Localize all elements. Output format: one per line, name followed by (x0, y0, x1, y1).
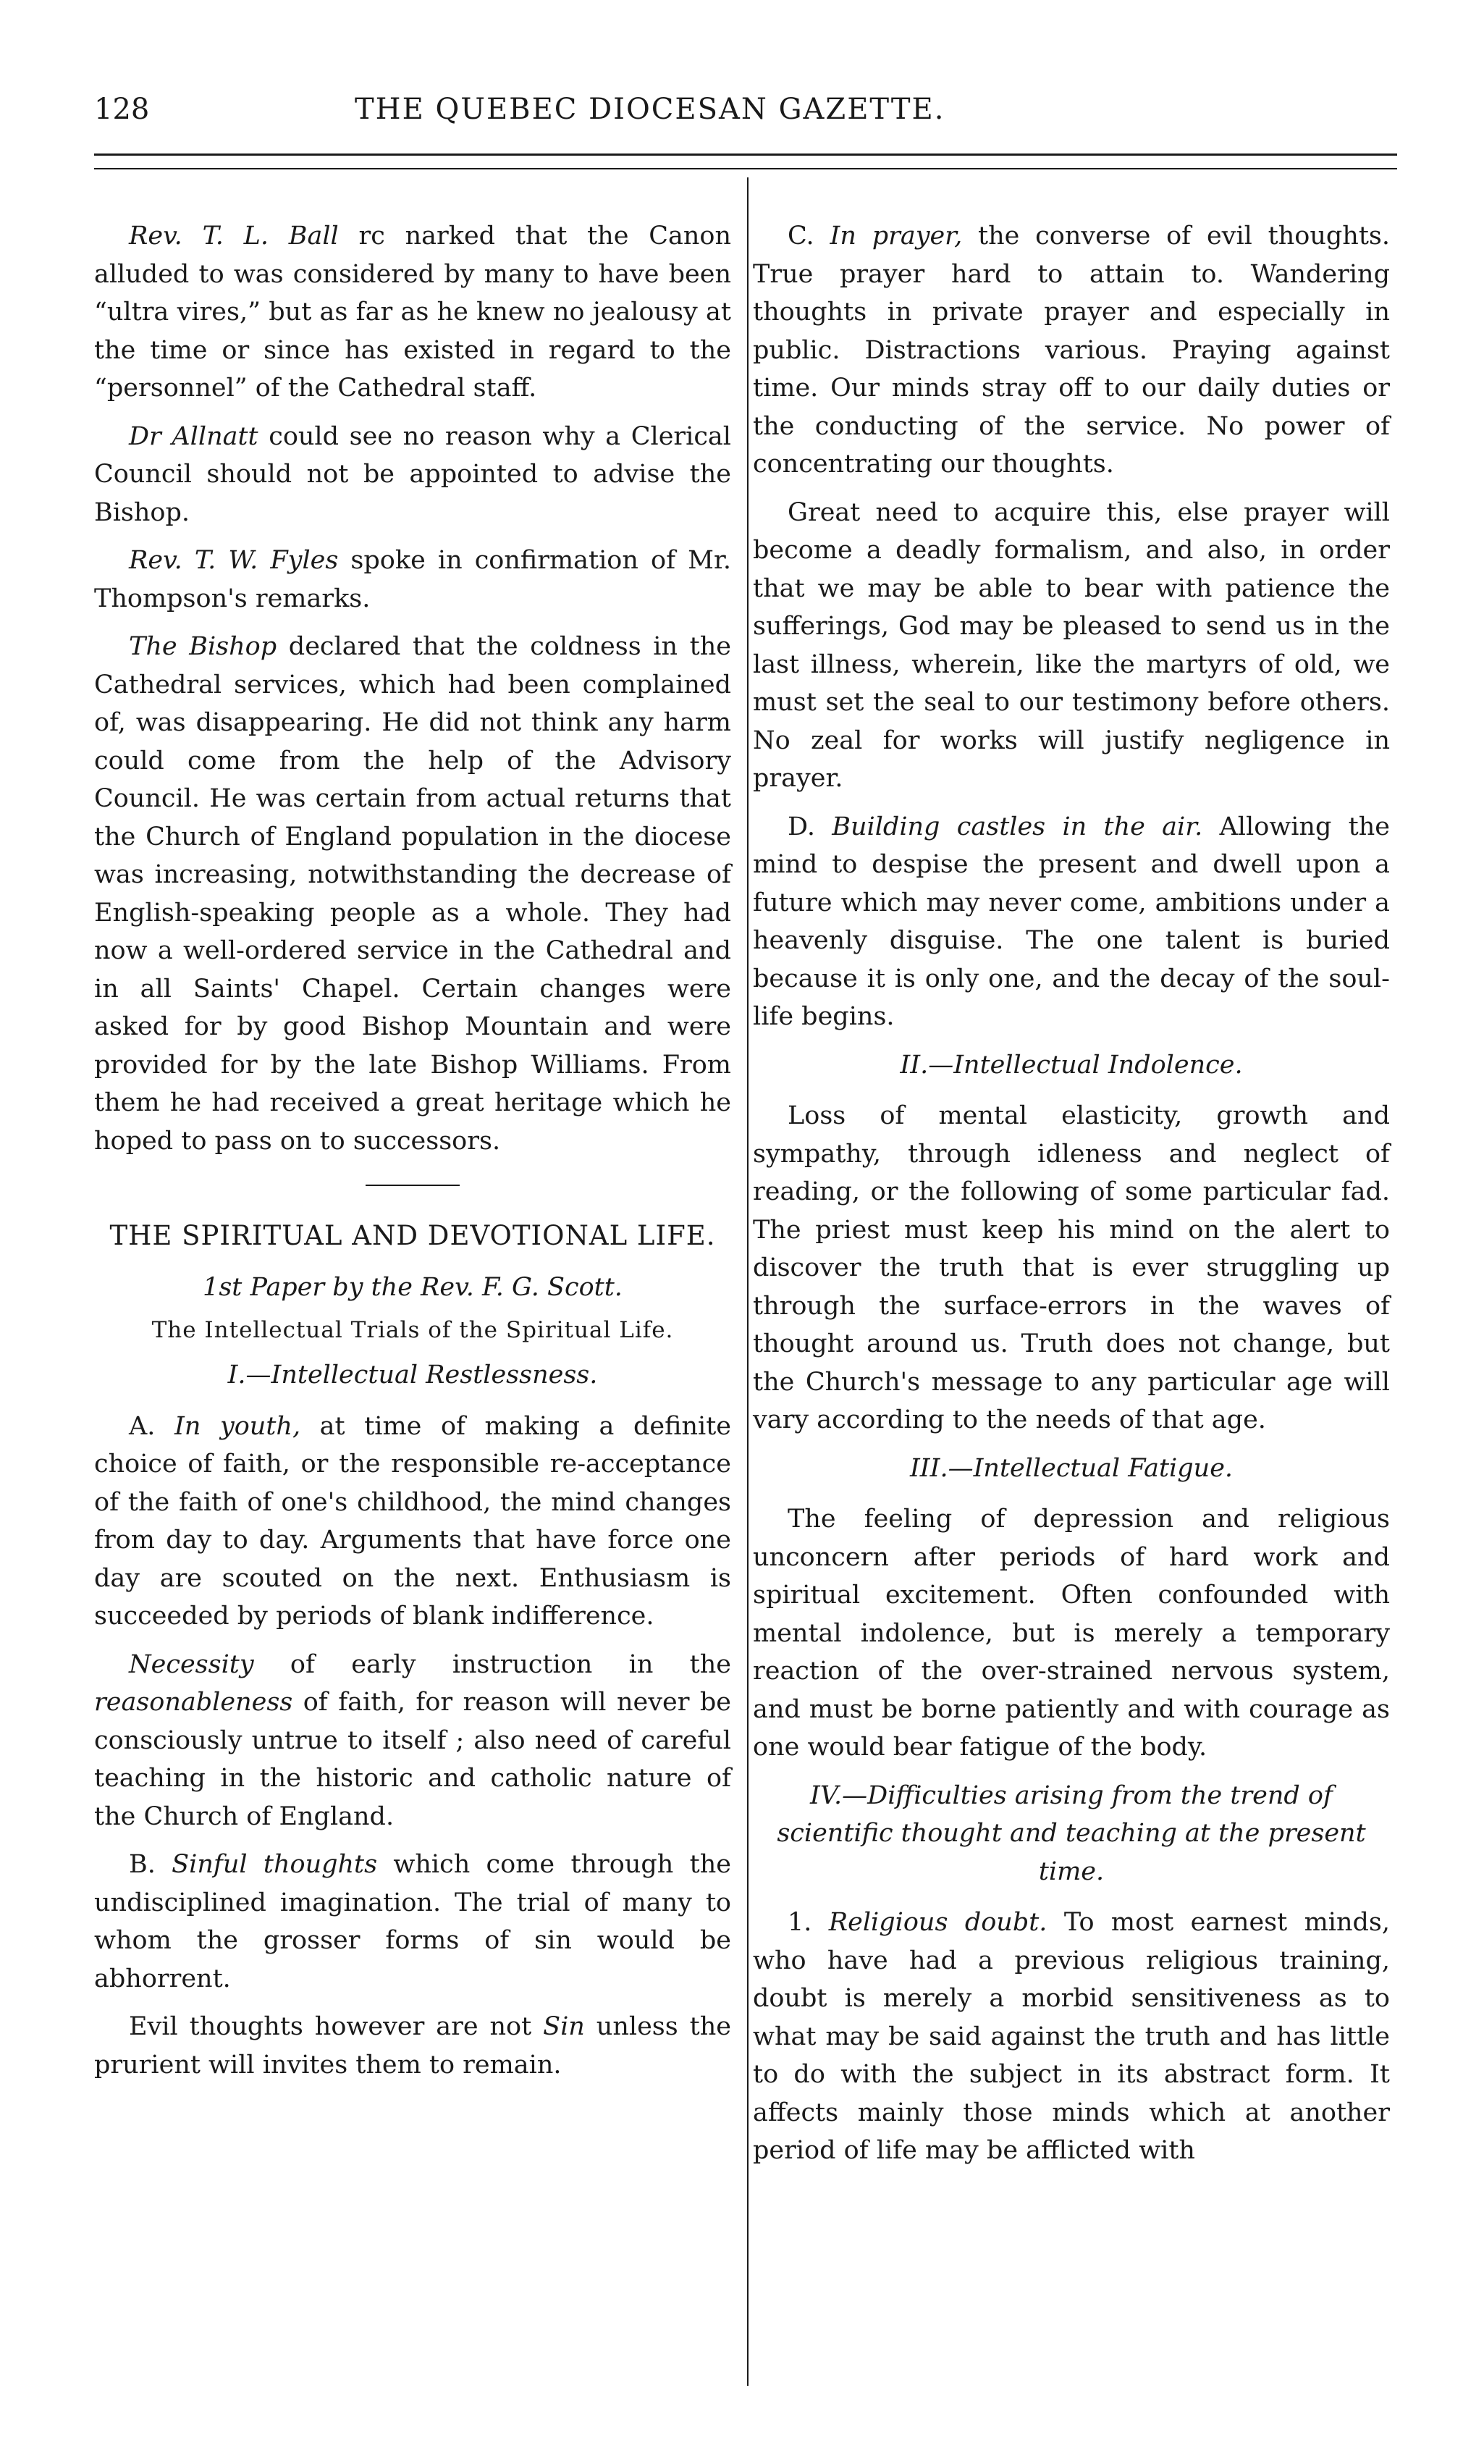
subheading-indolence: II.—Intellectual Indolence. (900, 1050, 1243, 1080)
paragraph-text: of early instruction in the (253, 1649, 731, 1679)
item-letter: A. (129, 1411, 174, 1441)
speaker-name: The Bishop (129, 632, 277, 661)
subheading-fatigue: III.—Intellectual Fatigue. (909, 1453, 1234, 1483)
paragraph-text: at time of making a definite choice of faith, or the responsible re-acceptance of the faith of one's childhood, the mind changes from day to day. Arguments that have force one day are scouted on the next. Enthusiasm is succeeded by periods of blank indifference. (94, 1411, 731, 1631)
section-separator (366, 1185, 460, 1186)
item-emphasis: Religious doubt. (828, 1908, 1047, 1937)
running-title: THE QUEBEC DIOCESAN GAZETTE. (355, 93, 945, 126)
speaker-name: Rev. T. L. Ball (129, 222, 339, 251)
paragraph-great-need (753, 494, 1390, 798)
paragraph-a (94, 1408, 731, 1636)
paragraph-fyles (94, 542, 731, 618)
paragraph-text: unless the prurient will invites them to remain. (94, 2012, 731, 2080)
series-title: The Intellectual Trials of the Spiritual Life. (151, 1316, 674, 1343)
header-rule-bottom (94, 168, 1397, 169)
paragraph-text: could see no reason why a Clerical Council should not be appointed to advise the Bishop. (94, 421, 731, 527)
item-emphasis: Building castles in the air. (832, 812, 1203, 841)
subheading-restlessness: I.—Intellectual Restlessness. (227, 1361, 598, 1389)
paragraph-bishop (94, 628, 731, 1160)
paragraph-text: Evil thoughts however are not (129, 2012, 544, 2041)
paragraph-text: The feeling of depression and religious unconcern after periods of hard work and spiritual excitement. Often confounded with mental indolence, but is merely a temporary reaction of the over-strained nervous system, and must be borne patiently and with courage as one would bear fatigue of the body. (753, 1505, 1390, 1762)
paragraph-ball (94, 217, 731, 408)
paragraph-text: spoke in confirmation of Mr. Thompson's remarks. (94, 546, 731, 613)
item-emphasis: Sin (543, 2012, 585, 2041)
item-emphasis: Sinful thoughts (172, 1850, 378, 1879)
paragraph-text: To most earnest minds, who have had a previous religious training, doubt is merely a morbid sensitiveness as to what may be said against the truth and has little to do with the subject in its abstract form. It affects mainly those minds which at another period of life may be afflicted with (753, 1908, 1390, 2165)
page-number: 128 (94, 93, 150, 126)
item-letter: B. (129, 1850, 172, 1879)
paragraph-text: Allowing the mind to despise the present and dwell upon a future which may never come, ambitions under a heavenly disguise. The one talent is buried because it is only one, and the decay of the soul-life begins. (753, 812, 1391, 1031)
paragraph-text: rc narked that the Canon alluded to was considered by many to have been “ultra vires,” but as far as he knew no jealousy at the time or since has existed in regard to the “personnel” of the Cathedral staff. (94, 222, 731, 403)
paragraph-necessity (94, 1646, 731, 1836)
byline: 1st Paper by the Rev. F. G. Scott. (203, 1273, 623, 1302)
paragraph-1 (753, 1904, 1390, 2170)
page-header (94, 93, 1397, 136)
section-heading: THE SPIRITUAL AND DEVOTIONAL LIFE. (109, 1220, 716, 1251)
paragraph-text: of faith, for reason will never be consciously untrue to itself ; also need of careful teaching in the historic and catholic nature of the Church of England. (94, 1688, 731, 1831)
subheading-difficulties: IV.—Difficulties arising from the trend of scientific thought and teaching at the present time. (777, 1780, 1366, 1886)
item-letter: C. (788, 222, 830, 251)
header-rule-top (94, 154, 1397, 156)
speaker-name: Rev. T. W. Fyles (129, 546, 339, 575)
column-divider (747, 177, 749, 2386)
paragraph-text: declared that the coldness in the Cathedral services, which had been complained of, was disappearing. He did not think any harm could come from the help of the Advisory Council. He was certain from actual returns that the Church of England population in the diocese was increasing, notwithstanding the decrease of English-speaking people as a whole. They had now a well-ordered service in the Cathedral and in all Saints' Chapel. Certain changes were asked for by good Bishop Mountain and were provided for by the late Bishop Williams. From them he had received a great heritage which he hoped to pass on to successors. (94, 632, 731, 1156)
paragraph-d (753, 808, 1390, 1036)
paragraph-evil-thoughts (94, 2008, 731, 2084)
item-emphasis: In prayer, (830, 222, 963, 251)
paragraph-text: which come through the undisciplined imagination. The trial of many to whom the grosser forms of sin would be abhorrent. (94, 1850, 731, 1993)
right-column (753, 217, 1390, 2180)
item-number: 1. (788, 1908, 829, 1937)
item-letter: D. (788, 812, 832, 841)
item-emphasis: Necessity (129, 1649, 254, 1679)
paragraph-allnatt (94, 418, 731, 532)
speaker-name: Dr Allnatt (129, 421, 258, 451)
item-emphasis: In youth, (174, 1411, 301, 1441)
paragraph-text: Great need to acquire this, else prayer will become a deadly formalism, and also, in order that we may be able to bear with patience the sufferings, God may be pleased to send us in the last illness, wherein, like the martyrs of old, we must set the seal to our testimony before others. No zeal for works will justify negligence in prayer. (753, 497, 1390, 793)
paragraph-b (94, 1846, 731, 1998)
paragraph-text: Loss of mental elasticity, growth and sympathy, through idleness and neglect of reading, or the following of some particular fad. The priest must keep his mind on the alert to discover the truth that is ever struggling up through the surface-errors in the waves of thought around us. Truth does not change, but the Church's message to any particular age will vary according to the needs of that age. (753, 1101, 1390, 1434)
paragraph-loss (753, 1097, 1390, 1439)
left-column (94, 217, 731, 2094)
paragraph-c (753, 217, 1390, 484)
paragraph-text: the converse of evil thoughts. True prayer hard to attain to. Wandering thoughts in private prayer and especially in public. Distractions various. Praying against time. Our minds stray off to our daily duties or the conducting of the service. No power of concentrating our thoughts. (753, 222, 1390, 479)
paragraph-feeling (753, 1500, 1390, 1767)
item-emphasis: reasonableness (94, 1688, 293, 1717)
